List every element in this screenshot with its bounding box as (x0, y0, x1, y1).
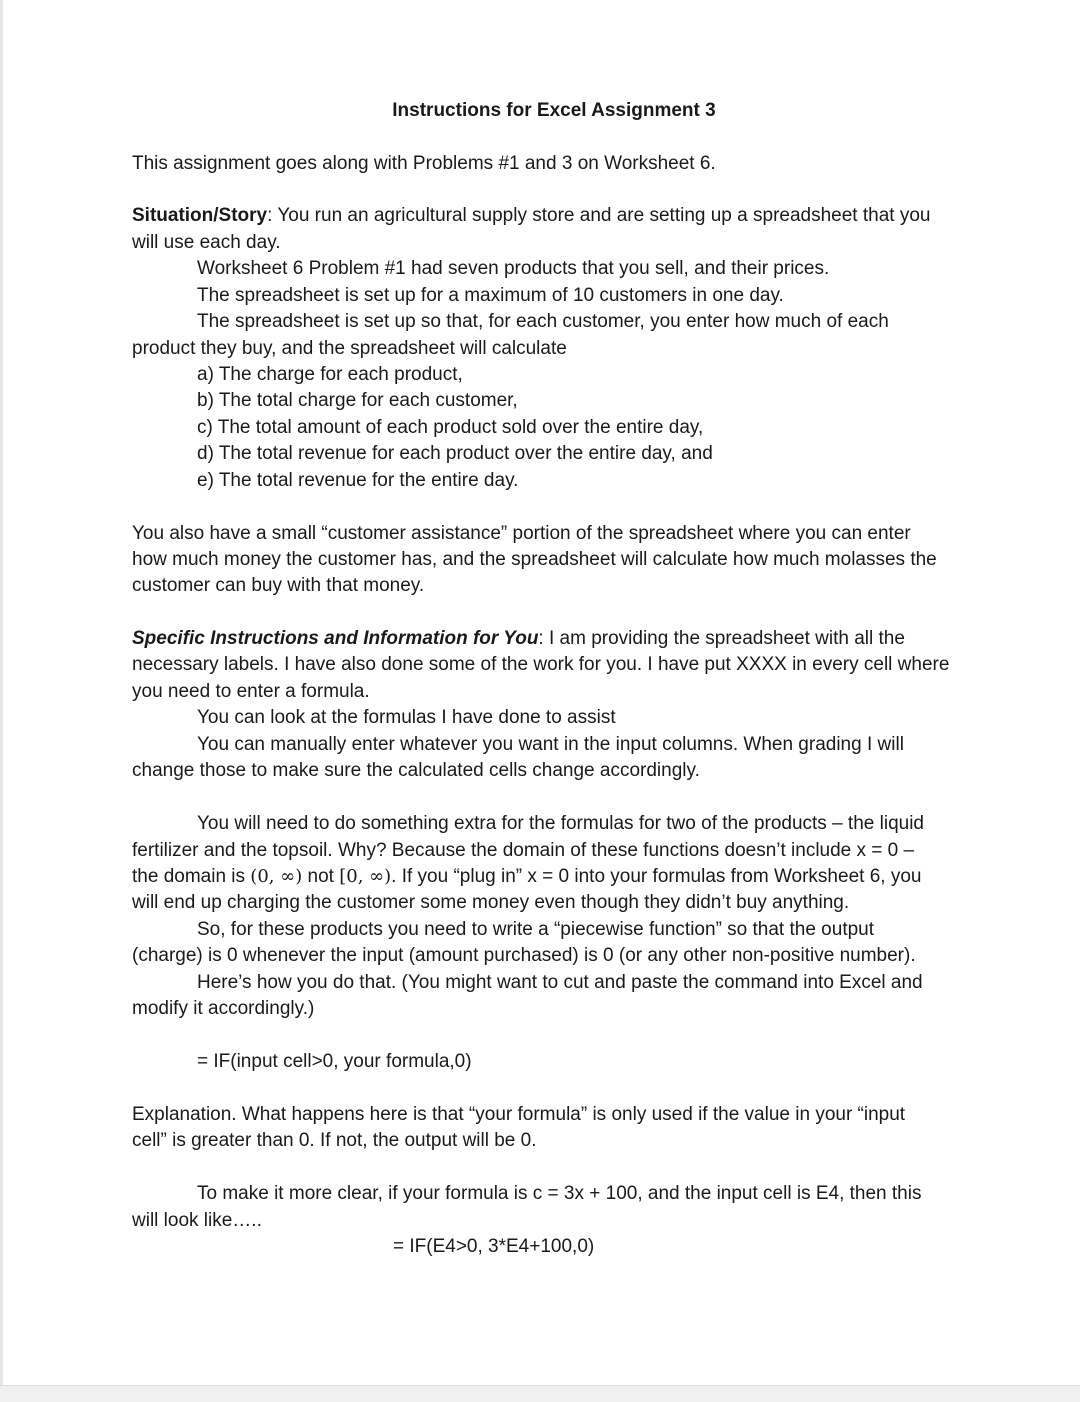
extra-line-1: You will need to do something extra for the formulas for two of the products – the liquid (197, 813, 924, 834)
situation-line-5: The spreadsheet is set up so that, for each customer, you enter how much of each (197, 311, 889, 332)
explanation-line-1: Explanation. What happens here is that “your formula” is only used if the value in your “input (132, 1104, 906, 1125)
open-interval: (0, ∞) (250, 866, 303, 887)
list-item: b) The total charge for each customer, (197, 390, 518, 411)
list-item: a) The charge for each product, (197, 364, 463, 385)
explanation-line-2: cell” is greater than 0. If not, the output will be 0. (132, 1130, 537, 1151)
situation-line-2: will use each day. (132, 232, 281, 253)
assistance-line-2: how much money the customer has, and the spreadsheet will calculate how much molasses the (132, 549, 937, 570)
specific-line-1-text: : I am providing the spreadsheet with all the (538, 628, 905, 649)
assistance-line-1: You also have a small “customer assistance” portion of the spreadsheet where you can enter (132, 523, 911, 544)
extra-line-4: will end up charging the customer some money even though they didn’t buy anything. (132, 892, 850, 913)
document-title: Instructions for Excel Assignment 3 (392, 100, 716, 121)
specific-line-5: You can manually enter whatever you want in the input columns. When grading I will (197, 734, 904, 755)
situation-line-3: Worksheet 6 Problem #1 had seven products that you sell, and their prices. (197, 258, 830, 279)
page-left-edge (0, 0, 3, 1385)
extra-line-3-a: the domain is (132, 866, 251, 887)
intro-line: This assignment goes along with Problems #1 and 3 on Worksheet 6. (132, 153, 716, 174)
specific-line-3: you need to enter a formula. (132, 681, 370, 702)
specific-line-2: necessary labels. I have also done some of the work for you. I have put XXXX in every cell where (132, 654, 950, 675)
example-line-1: To make it more clear, if your formula is c = 3x + 100, and the input cell is E4, then this (197, 1183, 922, 1204)
viewer-bottom-band (0, 1385, 1080, 1402)
extra-line-3 (132, 864, 921, 890)
extra-line-2: fertilizer and the topsoil. Why? Because the domain of these functions doesn’t include x = 0 – (132, 840, 915, 861)
situation-label: Situation/Story (132, 205, 268, 226)
specific-line-4: You can look at the formulas I have done to assist (197, 707, 616, 728)
situation-line-6: product they buy, and the spreadsheet will calculate (132, 338, 567, 359)
assistance-line-3: customer can buy with that money. (132, 575, 425, 596)
extra-line-6: (charge) is 0 whenever the input (amount purchased) is 0 (or any other non-positive number). (132, 945, 916, 966)
extra-line-3-c: . If you “plug in” x = 0 into your formulas from Worksheet 6, you (391, 866, 922, 887)
extra-line-3-b: not (302, 866, 340, 887)
situation-line-1-text: : You run an agricultural supply store and are setting up a spreadsheet that you (267, 205, 931, 226)
example-line-2: will look like….. (132, 1210, 262, 1231)
extra-line-5: So, for these products you need to write a “piecewise function” so that the output (197, 919, 875, 940)
situation-line-1 (132, 203, 930, 229)
specific-line-1 (132, 626, 905, 652)
extra-line-8: modify it accordingly.) (132, 998, 315, 1019)
situation-line-4: The spreadsheet is set up for a maximum of 10 customers in one day. (197, 285, 784, 306)
list-item: c) The total amount of each product sold over the entire day, (197, 417, 704, 438)
specific-label: Specific Instructions and Information for You (132, 628, 539, 649)
list-item: d) The total revenue for each product over the entire day, and (197, 443, 713, 464)
half-open-interval: [0, ∞) (339, 866, 392, 887)
formula-general: = IF(input cell>0, your formula,0) (197, 1051, 472, 1072)
formula-example: = IF(E4>0, 3*E4+100,0) (393, 1236, 595, 1257)
specific-line-6: change those to make sure the calculated cells change accordingly. (132, 760, 700, 781)
extra-line-7: Here’s how you do that. (You might want to cut and paste the command into Excel and (197, 972, 923, 993)
list-item: e) The total revenue for the entire day. (197, 470, 519, 491)
